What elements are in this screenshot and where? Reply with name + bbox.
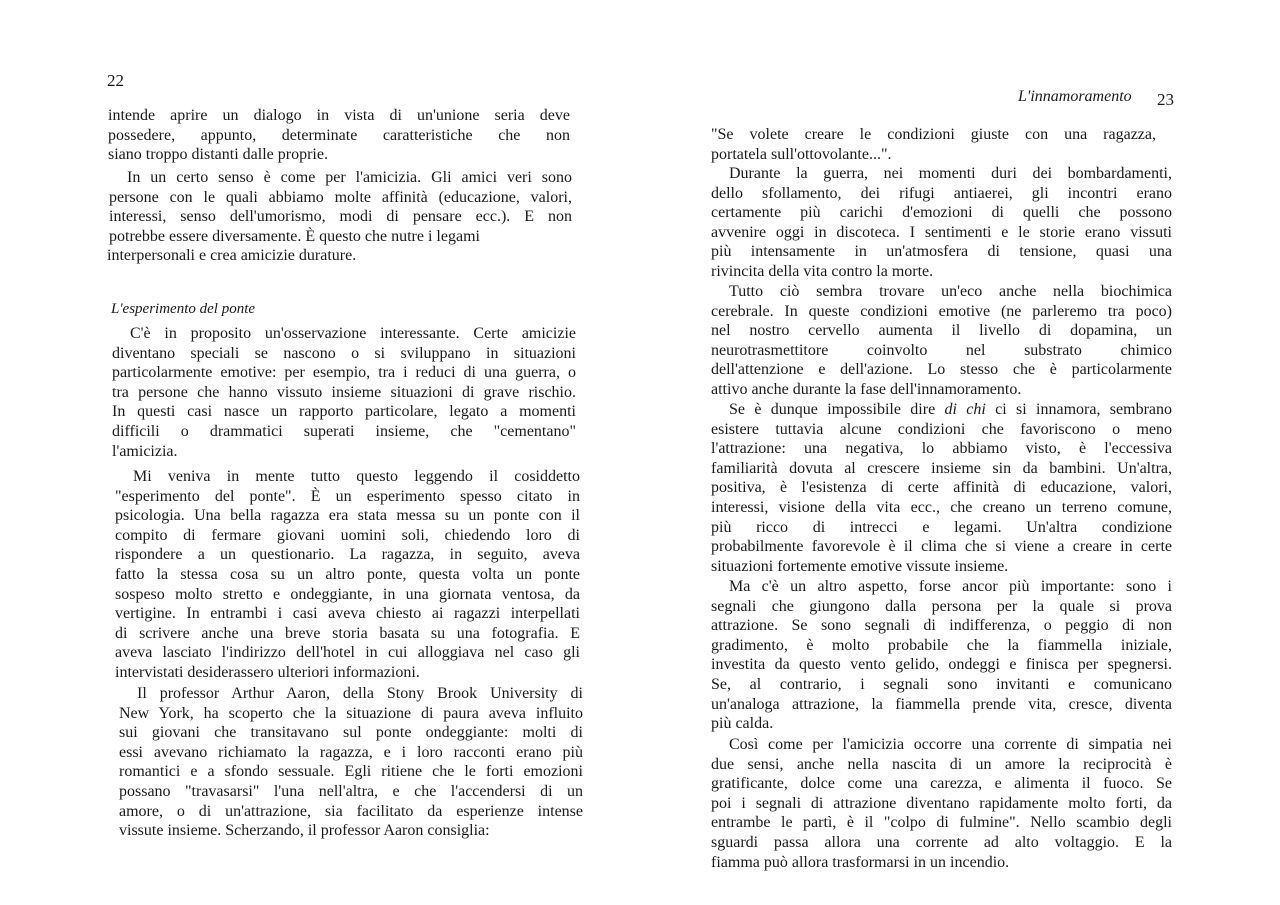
text-line: Così come per l'amicizia occorre una corrente di simpatia nei <box>729 736 1172 753</box>
text-line: sospeso molto stretto e ondeggiante, in una giornata ventosa, da <box>115 585 580 603</box>
paragraph-conditions <box>711 400 1172 576</box>
text-line: avvenire oggi in discoteca. I sentimenti e le storie erano vissuti <box>711 223 1172 241</box>
text-line: In questi casi nasce un rapporto particolare, legato a momenti <box>112 403 576 421</box>
paragraph-professor-aaron <box>119 684 583 841</box>
text-line: più ricco di intrecci e legami. Un'altra condizione <box>711 518 1172 536</box>
text-line: amore, o di un'attrazione, sia facilitato da esperienze intense <box>119 802 583 820</box>
text-line: possano "travasarsi" l'una nell'altra, e che l'accendersi di un <box>119 782 583 800</box>
text-line: New York, ha scoperto che la situazione di paura aveva influito <box>119 704 583 722</box>
text-line: l'amicizia. <box>112 442 178 460</box>
text-line: compito di fermare giovani uomini soli, chiedendo loro di <box>115 526 580 544</box>
paragraph-quote <box>711 125 1156 164</box>
text-line: vissute insieme. Scherzando, il professor Aaron consiglia: <box>119 822 490 840</box>
text-line: possedere, appunto, determinate caratteristiche che non <box>108 126 570 144</box>
text-line: intende aprire un dialogo in vista di un'unione seria deve <box>108 107 570 124</box>
text-line: difficili o drammatici superati insieme, che "cementano" <box>112 422 576 440</box>
text-line <box>711 400 1172 420</box>
text-line: entrambe le partì, è il "colpo di fulmine". Nello scambio degli <box>711 814 1172 832</box>
text-line: interpersonali e crea amicizie durature. <box>107 247 357 265</box>
text-line: due sensi, anche nella nascita di un amore la reciprocità è <box>711 755 1172 773</box>
text-line: situazioni fortemente emotive vissute insieme. <box>711 557 1009 575</box>
text-line: tra persone che hanno vissuto insieme situazioni di grave rischio. <box>112 383 576 401</box>
section-heading: L'esperimento del ponte <box>111 301 256 317</box>
right-page <box>640 0 1280 905</box>
text-line: portatela sull'ottovolante...". <box>711 145 892 163</box>
text-line: attivo anche durante la fase dell'innamoramento. <box>711 380 1022 398</box>
text-line: siano troppo distanti dalle proprie. <box>108 146 328 164</box>
text-line: dell'attenzione e dell'azione. Lo stesso che è particolarmente <box>711 361 1172 379</box>
text-line: positiva, è l'esistenza di certe affinità di educazione, valori, <box>711 479 1172 497</box>
text-line: esistere tuttavia alcune condizioni che favoriscono o meno <box>711 420 1172 438</box>
running-head: L'innamoramento <box>1018 88 1132 105</box>
text-line: neurotrasmettitore coinvolto nel substrato chimico <box>711 341 1172 359</box>
text-line: Ma c'è un altro aspetto, forse ancor più importante: sono i <box>729 578 1172 595</box>
text-line: In un certo senso è come per l'amicizia. Gli amici veri sono <box>127 169 572 186</box>
text-line: segnali che giungono dalla persona per la quale si prova <box>711 597 1172 615</box>
text-line: investita da questo vento gelido, ondeggi e finisca per spegnersi. <box>711 656 1172 674</box>
text-line: potrebbe essere diversamente. È questo che nutre i legami <box>109 227 480 245</box>
text-line: fatto la stessa cosa su un altro ponte, questa volta un ponte <box>115 565 580 583</box>
text-line: persone con le quali abbiamo molte affinità (educazione, valori, <box>109 188 572 206</box>
text-line: un'analoga attrazione, la fiammella prende vita, cresce, diventa <box>711 695 1172 713</box>
text-run: ci si innamora, sembrano <box>985 401 1172 418</box>
text-line: sui giovani che transitavano sul ponte ondeggiante: molti di <box>119 724 583 742</box>
text-line: romantici e a sfondo sessuale. Egli ritiene che le forti emozioni <box>119 763 583 781</box>
page-number-left: 22 <box>107 71 124 90</box>
text-line: probabilmente favorevole è il clima che si viene a creare in certe <box>711 538 1172 556</box>
text-line: gratificante, dolce come una carezza, e alimenta il fuoco. Se <box>711 775 1172 793</box>
text-line: familiarità dovuta al crescere insieme sin da bambini. Un'altra, <box>711 459 1172 477</box>
text-line: intervistati desiderassero ulteriori informazioni. <box>115 663 420 681</box>
text-line: psicologia. Una bella ragazza era stata messa su un ponte con il <box>115 507 580 525</box>
text-line: diventano speciali se nascono o si sviluppano in situazioni <box>112 344 576 362</box>
text-line: nel nostro cervello aumenta il livello di dopamina, un <box>711 322 1172 340</box>
text-line: sguardi passa allora una corrente ad alto voltaggio. E la <box>711 833 1172 851</box>
text-line: interessi, senso dell'umorismo, modi di pensare ecc.). E non <box>109 208 572 226</box>
paragraph-continuation <box>108 106 570 165</box>
paragraph-bridge-experiment <box>115 467 580 683</box>
text-line: dello sfollamento, dei rifugi antiaerei, gli incontri erano <box>711 184 1172 202</box>
text-line: rispondere a un questionario. La ragazza, in seguito, aveva <box>115 546 580 564</box>
text-line: particolarmente emotive: per esempio, tra i reduci di una guerra, o <box>112 364 576 382</box>
emphasis-text: di chi <box>944 401 986 418</box>
text-line: attrazione. Se sono segnali di indifferenza, o peggio di non <box>711 617 1172 635</box>
text-line: di scrivere anche una breve storia basata su una fotografia. E <box>115 624 580 642</box>
text-line: gradimento, è molto probabile che la fiammella iniziale, <box>711 636 1172 654</box>
text-line: più intensamente in un'atmosfera di tensione, quasi una <box>711 243 1172 261</box>
paragraph-signals <box>711 577 1172 734</box>
paragraph-observation <box>112 324 576 461</box>
text-line: Mi veniva in mente tutto questo leggendo il cosiddetto <box>133 468 580 485</box>
text-line: l'attrazione: una negativa, lo abbiamo visto, è l'eccessiva <box>711 440 1172 458</box>
text-line: vertigine. In entrambi i casi aveva chiesto ai ragazzi interpellati <box>115 605 580 623</box>
text-run: Se è dunque impossibile dire <box>729 401 945 418</box>
text-line: Tutto ciò sembra trovare un'eco anche nella biochimica <box>729 283 1172 300</box>
text-line: poi i segnali di attrazione diventano rapidamente molto forti, da <box>711 794 1172 812</box>
text-line: Se, al contrario, i segnali sono invitanti e comunicano <box>711 675 1172 693</box>
paragraph-reciprocity <box>711 735 1172 872</box>
page-number-right: 23 <box>1157 90 1174 109</box>
text-line: aveva lasciato l'indirizzo dell'hotel in cui alloggiava nel caso gli <box>115 644 580 662</box>
text-line: più calda. <box>711 715 774 733</box>
text-line: Durante la guerra, nei momenti duri dei bombardamenti, <box>729 165 1172 182</box>
text-line: interessi, visione della vita ecc., che creano un terreno comune, <box>711 498 1172 516</box>
text-line: "Se volete creare le condizioni giuste con una ragazza, <box>711 126 1156 143</box>
text-line: "esperimento del ponte". È un esperimento spesso citato in <box>115 487 580 505</box>
paragraph-friendship <box>109 168 572 266</box>
paragraph-biochemistry <box>711 282 1172 400</box>
text-line: rivincita della vita contro la morte. <box>711 262 934 280</box>
text-line: fiamma può allora trasformarsi in un incendio. <box>711 853 1010 871</box>
text-line: certamente più carichi d'emozioni di quelli che possono <box>711 204 1172 222</box>
text-line: C'è in proposito un'osservazione interessante. Certe amicizie <box>130 325 576 342</box>
text-line: Il professor Arthur Aaron, della Stony Brook University di <box>137 685 583 702</box>
text-line: essi avevano richiamato la ragazza, e i loro racconti erano più <box>119 743 583 761</box>
text-line: cerebrale. In queste condizioni emotive (ne parleremo tra poco) <box>711 302 1172 320</box>
paragraph-war <box>711 164 1172 282</box>
